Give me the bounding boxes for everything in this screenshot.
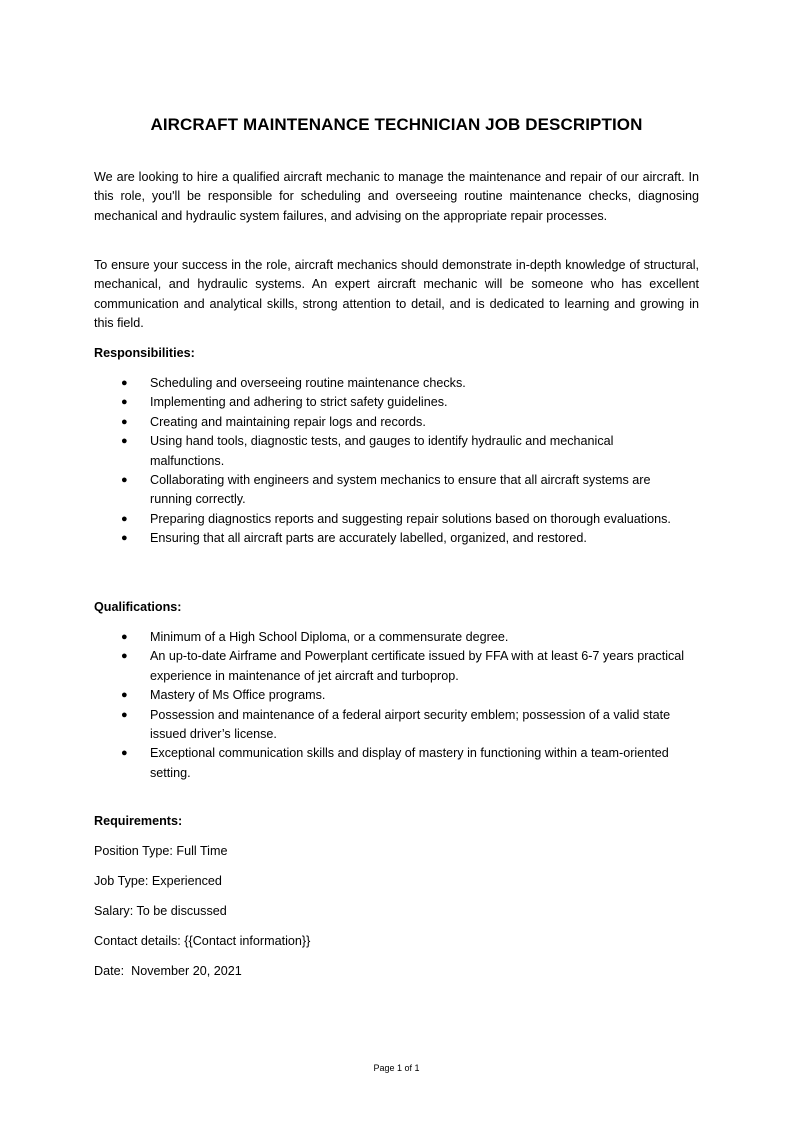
requirements-heading: Requirements:: [94, 814, 183, 828]
bullet-icon: ●: [121, 415, 128, 428]
success-paragraph: To ensure your success in the role, aircraft mechanics should demonstrate in-depth knowledge of structural, mechanical, and hydraulic systems. An expert aircraft mechanic will be someone who has excellent communication and analytical skills, strong attention to detail, and is dedicated to learning and growing in this field.: [94, 258, 699, 331]
position-type: Position Type: Full Time: [94, 844, 228, 858]
document-title: AIRCRAFT MAINTENANCE TECHNICIAN JOB DESCRIPTION: [150, 115, 643, 134]
list-item: [0, 374, 690, 393]
list-item-text: Preparing diagnostics reports and suggesting repair solutions based on thorough evaluations.: [150, 511, 671, 526]
list-item-text: Implementing and adhering to strict safety guidelines.: [150, 395, 448, 410]
list-item: [0, 529, 690, 548]
list-item-text: Using hand tools, diagnostic tests, and gauges to identify hydraulic and mechanical malfunctions.: [150, 434, 614, 468]
list-item-text: Ensuring that all aircraft parts are accurately labelled, organized, and restored.: [150, 531, 587, 546]
intro-paragraph: We are looking to hire a qualified aircraft mechanic to manage the maintenance and repair of our aircraft. In this role, you'll be responsible for scheduling and overseeing routine maintenance checks, diagnosing mechanical and hydraulic system failures, and advising on the appropriate repair processes.: [94, 170, 699, 223]
contact-details: Contact details: {{Contact information}}: [94, 934, 311, 948]
list-item-text: Possession and maintenance of a federal airport security emblem; possession of a valid state issued driver’s license.: [150, 707, 671, 742]
bullet-icon: ●: [121, 650, 128, 663]
bullet-icon: ●: [121, 747, 128, 760]
list-item: [0, 686, 690, 705]
list-item-text: Exceptional communication skills and display of mastery in functioning within a team-oriented setting.: [150, 746, 669, 780]
list-item: [0, 413, 690, 432]
list-item: [0, 432, 690, 471]
bullet-icon: ●: [121, 631, 128, 643]
page-number-footer: Page 1 of 1: [373, 1063, 420, 1073]
bullet-icon: ●: [121, 708, 128, 721]
bullet-icon: ●: [121, 689, 128, 702]
list-item-text: Scheduling and overseeing routine maintenance checks.: [150, 376, 466, 390]
responsibilities-heading: Responsibilities:: [94, 346, 195, 360]
list-item-text: An up-to-date Airframe and Powerplant certificate issued by FFA with at least 6-7 years practical experience in maintenance of jet aircraft and turboprop.: [150, 649, 685, 683]
list-item: [0, 647, 690, 686]
bullet-icon: ●: [121, 512, 128, 525]
list-item: [0, 628, 690, 647]
salary: Salary: To be discussed: [94, 904, 227, 918]
date: Date: November 20, 2021: [94, 964, 242, 978]
bullet-icon: ●: [121, 396, 128, 409]
list-item-text: Minimum of a High School Diploma, or a commensurate degree.: [150, 630, 509, 644]
list-item-text: Creating and maintaining repair logs and records.: [150, 414, 426, 429]
list-item: [0, 471, 690, 510]
list-item-text: Collaborating with engineers and system mechanics to ensure that all aircraft systems are running correctly.: [150, 473, 651, 507]
bullet-icon: ●: [121, 435, 128, 448]
list-item: [0, 510, 690, 529]
job-type: Job Type: Experienced: [94, 874, 222, 888]
list-item-text: Mastery of Ms Office programs.: [150, 688, 326, 703]
list-item: [0, 706, 690, 745]
qualifications-heading: Qualifications:: [94, 600, 182, 614]
list-item: [0, 393, 690, 412]
bullet-icon: ●: [121, 377, 128, 389]
bullet-icon: ●: [121, 474, 128, 487]
qualifications-list: [0, 628, 793, 783]
responsibilities-list: [0, 374, 793, 549]
list-item: [0, 744, 690, 783]
bullet-icon: ●: [121, 532, 128, 545]
